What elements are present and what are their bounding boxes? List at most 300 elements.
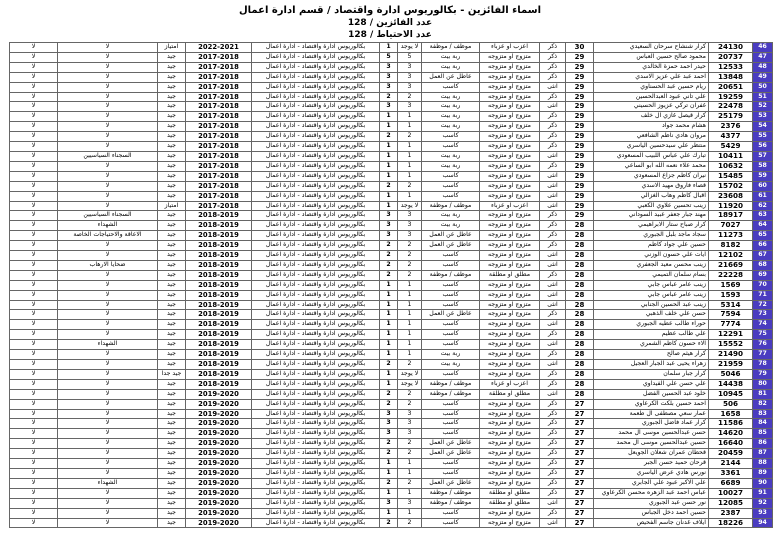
table-row [10, 270, 773, 280]
spouse-job: كاسب [422, 429, 480, 439]
degree: بكالوريوس ادارة واقتصاد - ادارة اعمال [252, 399, 380, 409]
table-row [10, 419, 773, 429]
special-note: لا [10, 399, 58, 409]
age: 27 [566, 518, 594, 528]
degree: بكالوريوس ادارة واقتصاد - ادارة اعمال [252, 270, 380, 280]
applicant-id: 20459 [709, 449, 753, 459]
spouse-job: عاطل عن العمل [422, 72, 480, 82]
age: 28 [566, 270, 594, 280]
special-note: لا [10, 112, 58, 122]
table-row [10, 360, 773, 370]
marital-status: متزوج او متزوجه [480, 191, 540, 201]
spouse-job: كاسب [422, 508, 480, 518]
gender: ذكر [540, 369, 566, 379]
applicant-id: 25179 [709, 112, 753, 122]
category: لا [58, 92, 158, 102]
row-number: 65 [753, 231, 773, 241]
applicant-id: 2376 [709, 122, 753, 132]
row-number: 66 [753, 241, 773, 251]
gender: ذكر [540, 62, 566, 72]
table-row [10, 340, 773, 350]
graduation-year: 2022-2021 [186, 43, 252, 53]
category: لا [58, 280, 158, 290]
marital-status: متزوج او متزوجه [480, 320, 540, 330]
degree: بكالوريوس ادارة واقتصاد - ادارة اعمال [252, 360, 380, 370]
applicant-name: كرار قيصل غازي ال خلف [594, 112, 709, 122]
marital-status: متزوج او متزوجه [480, 429, 540, 439]
special-note: لا [10, 231, 58, 241]
applicant-id: 19259 [709, 92, 753, 102]
gender: ذكر [540, 231, 566, 241]
degree: بكالوريوس ادارة واقتصاد - ادارة اعمال [252, 142, 380, 152]
applicant-name: احمد حسين بلكت الكرعاوي [594, 399, 709, 409]
spouse-job: كاسب [422, 419, 480, 429]
gender: ذكر [540, 399, 566, 409]
stage-number: 2 [380, 132, 398, 142]
applicant-name: حسين علي جواد كاظم [594, 241, 709, 251]
degree: بكالوريوس ادارة واقتصاد - ادارة اعمال [252, 171, 380, 181]
degree: بكالوريوس ادارة واقتصاد - ادارة اعمال [252, 340, 380, 350]
special-note: لا [10, 43, 58, 53]
graduation-year: 2019-2020 [186, 449, 252, 459]
degree: بكالوريوس ادارة واقتصاد - ادارة اعمال [252, 231, 380, 241]
age: 28 [566, 241, 594, 251]
applicant-name: محمود صالح حسين العباس [594, 52, 709, 62]
spouse-job: ربة بيت [422, 161, 480, 171]
applicant-id: 18917 [709, 211, 753, 221]
applicant-id: 5314 [709, 300, 753, 310]
applicant-name: نيران كاظم جزاع المسعودي [594, 171, 709, 181]
spouse-job: كاسب [422, 181, 480, 191]
stage-number: 5 [380, 52, 398, 62]
category: لا [58, 181, 158, 191]
gender: ذكر [540, 429, 566, 439]
graduation-year: 2017-2018 [186, 102, 252, 112]
grade: جيد [158, 161, 186, 171]
graduation-year: 2017-2018 [186, 181, 252, 191]
applicant-name: الاء حسون كاظم الشمري [594, 340, 709, 350]
grade: جيد [158, 300, 186, 310]
applicant-id: 5046 [709, 369, 753, 379]
spouse-job: كاسب [422, 369, 480, 379]
degree: بكالوريوس ادارة واقتصاد - ادارة اعمال [252, 389, 380, 399]
graduation-year: 2018-2019 [186, 290, 252, 300]
marital-status: متزوج او متزوجه [480, 221, 540, 231]
table-row [10, 112, 773, 122]
row-number: 85 [753, 429, 773, 439]
stage-number: 3 [380, 409, 398, 419]
marital-status: متزوج او متزوجه [480, 360, 540, 370]
age: 28 [566, 300, 594, 310]
spouse-job: كاسب [422, 300, 480, 310]
age: 27 [566, 449, 594, 459]
grade: جيد جدا [158, 369, 186, 379]
applicant-id: 10411 [709, 151, 753, 161]
special-note: لا [10, 518, 58, 528]
row-number: 63 [753, 211, 773, 221]
applicant-id: 15485 [709, 171, 753, 181]
stage-number: 1 [380, 161, 398, 171]
applicant-name: قرحان حميد حسن الجبر [594, 459, 709, 469]
marital-status: متزوج او متزوجه [480, 439, 540, 449]
degree: بكالوريوس ادارة واقتصاد - ادارة اعمال [252, 112, 380, 122]
grade: جيد [158, 518, 186, 528]
age: 29 [566, 142, 594, 152]
age: 28 [566, 251, 594, 261]
graduation-year: 2018-2019 [186, 231, 252, 241]
gender: انثى [540, 260, 566, 270]
special-note: لا [10, 151, 58, 161]
gender: انثى [540, 340, 566, 350]
special-note: لا [10, 468, 58, 478]
children-count: 3 [398, 419, 422, 429]
degree: بكالوريوس ادارة واقتصاد - ادارة اعمال [252, 241, 380, 251]
applicant-name: ايات علي حسون الوزني [594, 251, 709, 261]
graduation-year: 2018-2019 [186, 221, 252, 231]
category: لا [58, 449, 158, 459]
marital-status: مطلق او مطلقة [480, 270, 540, 280]
age: 27 [566, 409, 594, 419]
grade: جيد [158, 330, 186, 340]
marital-status: متزوج او متزوجه [480, 330, 540, 340]
age: 29 [566, 92, 594, 102]
special-note: لا [10, 171, 58, 181]
applicant-id: 8182 [709, 241, 753, 251]
category: لا [58, 350, 158, 360]
table-row [10, 429, 773, 439]
stage-number: 3 [380, 72, 398, 82]
children-count: 2 [398, 270, 422, 280]
gender: انثى [540, 181, 566, 191]
spouse-job: عاطل عن العمل [422, 478, 480, 488]
stage-number: 2 [380, 251, 398, 261]
age: 29 [566, 102, 594, 112]
marital-status: متزوج او متزوجه [480, 419, 540, 429]
spouse-job: موظف / موظفة [422, 201, 480, 211]
age: 29 [566, 122, 594, 132]
applicant-name: قصاء فاروق مهيد الاسدي [594, 181, 709, 191]
grade: جيد [158, 350, 186, 360]
special-note: لا [10, 251, 58, 261]
marital-status: متزوج او متزوجه [480, 300, 540, 310]
category: لا [58, 508, 158, 518]
graduation-year: 2019-2020 [186, 498, 252, 508]
grade: جيد [158, 221, 186, 231]
graduation-year: 2017-2018 [186, 72, 252, 82]
children-count: لا يوجد [398, 369, 422, 379]
applicant-id: 14438 [709, 379, 753, 389]
degree: بكالوريوس ادارة واقتصاد - ادارة اعمال [252, 191, 380, 201]
children-count: لا يوجد [398, 379, 422, 389]
graduation-year: 2019-2020 [186, 389, 252, 399]
stage-number: 2 [380, 270, 398, 280]
grade: جيد [158, 112, 186, 122]
gender: انثى [540, 518, 566, 528]
applicant-id: 7594 [709, 310, 753, 320]
category: لا [58, 171, 158, 181]
special-note: لا [10, 72, 58, 82]
applicant-id: 13848 [709, 72, 753, 82]
stage-number: 2 [380, 389, 398, 399]
spouse-job: كاسب [422, 260, 480, 270]
applicant-name: زينب عبد الحسين الجنابي [594, 300, 709, 310]
applicant-id: 10632 [709, 161, 753, 171]
children-count: 2 [398, 449, 422, 459]
stage-number: 1 [380, 459, 398, 469]
table-row [10, 241, 773, 251]
spouse-job: ربة بيت [422, 52, 480, 62]
category: لا [58, 161, 158, 171]
age: 28 [566, 320, 594, 330]
winners-table [9, 42, 773, 528]
applicant-id: 20737 [709, 52, 753, 62]
marital-status: متزوج او متزوجه [480, 399, 540, 409]
table-row [10, 92, 773, 102]
degree: بكالوريوس ادارة واقتصاد - ادارة اعمال [252, 310, 380, 320]
marital-status: متزوج او متزوجه [480, 468, 540, 478]
marital-status: مطلق او مطلقة [480, 389, 540, 399]
graduation-year: 2017-2018 [186, 171, 252, 181]
special-note: لا [10, 310, 58, 320]
degree: بكالوريوس ادارة واقتصاد - ادارة اعمال [252, 468, 380, 478]
grade: امتياز [158, 201, 186, 211]
children-count: 1 [398, 508, 422, 518]
stage-number: 1 [380, 171, 398, 181]
category: لا [58, 102, 158, 112]
stage-number: 1 [380, 280, 398, 290]
applicant-name: حسن علي خلف الذهبي [594, 310, 709, 320]
category: لا [58, 419, 158, 429]
graduation-year: 2018-2019 [186, 310, 252, 320]
applicant-name: محمد علاء نعمه الله ابو الساعي [594, 161, 709, 171]
graduation-year: 2017-2018 [186, 161, 252, 171]
graduation-year: 2018-2019 [186, 251, 252, 261]
category: الشهداء [58, 340, 158, 350]
children-count: 1 [398, 330, 422, 340]
children-count: 2 [398, 478, 422, 488]
row-number: 90 [753, 478, 773, 488]
special-note: لا [10, 241, 58, 251]
marital-status: متزوج او متزوجه [480, 409, 540, 419]
gender: ذكر [540, 122, 566, 132]
reserve-count: عدد الاحتياط / 128 [348, 30, 432, 40]
spouse-job: ربة بيت [422, 112, 480, 122]
degree: بكالوريوس ادارة واقتصاد - ادارة اعمال [252, 290, 380, 300]
age: 29 [566, 181, 594, 191]
spouse-job: كاسب [422, 320, 480, 330]
age: 29 [566, 161, 594, 171]
graduation-year: 2017-2018 [186, 122, 252, 132]
marital-status: متزوج او متزوجه [480, 231, 540, 241]
applicant-id: 24130 [709, 43, 753, 53]
grade: جيد [158, 171, 186, 181]
age: 28 [566, 360, 594, 370]
age: 28 [566, 369, 594, 379]
stage-number: 2 [380, 241, 398, 251]
special-note: لا [10, 132, 58, 142]
special-note: لا [10, 379, 58, 389]
age: 29 [566, 171, 594, 181]
applicant-id: 6689 [709, 478, 753, 488]
category: لا [58, 360, 158, 370]
stage-number: 1 [380, 488, 398, 498]
table-row [10, 290, 773, 300]
category: الشهداء [58, 478, 158, 488]
category: لا [58, 270, 158, 280]
spouse-job: كاسب [422, 251, 480, 261]
grade: جيد [158, 92, 186, 102]
row-number: 73 [753, 310, 773, 320]
grade: جيد [158, 488, 186, 498]
special-note: لا [10, 369, 58, 379]
marital-status: متزوج او متزوجه [480, 211, 540, 221]
special-note: لا [10, 142, 58, 152]
grade: جيد [158, 449, 186, 459]
table-row [10, 350, 773, 360]
category: لا [58, 389, 158, 399]
row-number: 81 [753, 389, 773, 399]
applicant-name: كرار عماد فاضل الجبوري [594, 419, 709, 429]
table-row [10, 468, 773, 478]
category: لا [58, 488, 158, 498]
applicant-id: 3361 [709, 468, 753, 478]
category: لا [58, 379, 158, 389]
applicant-id: 18226 [709, 518, 753, 528]
marital-status: متزوج او متزوجه [480, 280, 540, 290]
row-number: 59 [753, 171, 773, 181]
spouse-job: كاسب [422, 142, 480, 152]
applicant-id: 506 [709, 399, 753, 409]
gender: ذكر [540, 508, 566, 518]
degree: بكالوريوس ادارة واقتصاد - ادارة اعمال [252, 102, 380, 112]
applicant-name: زينب عامر عباس جابي [594, 280, 709, 290]
table-row [10, 310, 773, 320]
stage-number: 2 [380, 360, 398, 370]
gender: ذكر [540, 330, 566, 340]
table-row [10, 142, 773, 152]
children-count: 3 [398, 221, 422, 231]
gender: ذكر [540, 43, 566, 53]
degree: بكالوريوس ادارة واقتصاد - ادارة اعمال [252, 132, 380, 142]
applicant-id: 12102 [709, 251, 753, 261]
grade: جيد [158, 142, 186, 152]
grade: جيد [158, 211, 186, 221]
children-count: 2 [398, 241, 422, 251]
gender: ذكر [540, 478, 566, 488]
degree: بكالوريوس ادارة واقتصاد - ادارة اعمال [252, 52, 380, 62]
marital-status: متزوج او متزوجه [480, 92, 540, 102]
marital-status: متزوج او متزوجه [480, 62, 540, 72]
row-number: 91 [753, 488, 773, 498]
stage-number: 1 [380, 201, 398, 211]
marital-status: متزوج او متزوجه [480, 260, 540, 270]
age: 28 [566, 330, 594, 340]
applicant-id: 12291 [709, 330, 753, 340]
applicant-name: علي حسن علي الفيداوي [594, 379, 709, 389]
applicant-id: 11586 [709, 419, 753, 429]
category: لا [58, 399, 158, 409]
applicant-id: 22478 [709, 102, 753, 112]
applicant-id: 7027 [709, 221, 753, 231]
graduation-year: 2019-2020 [186, 518, 252, 528]
age: 28 [566, 340, 594, 350]
special-note: لا [10, 350, 58, 360]
degree: بكالوريوس ادارة واقتصاد - ادارة اعمال [252, 82, 380, 92]
applicant-name: مهند جبار جعفر عبيد السوداني [594, 211, 709, 221]
age: 27 [566, 478, 594, 488]
row-number: 60 [753, 181, 773, 191]
gender: ذكر [540, 221, 566, 231]
children-count: 3 [398, 102, 422, 112]
row-number: 77 [753, 350, 773, 360]
applicant-id: 11273 [709, 231, 753, 241]
age: 29 [566, 82, 594, 92]
spouse-job: ربة بيت [422, 211, 480, 221]
special-note: لا [10, 409, 58, 419]
special-note: لا [10, 122, 58, 132]
degree: بكالوريوس ادارة واقتصاد - ادارة اعمال [252, 300, 380, 310]
row-number: 56 [753, 142, 773, 152]
table-row [10, 518, 773, 528]
table-row [10, 498, 773, 508]
gender: انثى [540, 102, 566, 112]
age: 29 [566, 132, 594, 142]
grade: جيد [158, 508, 186, 518]
stage-number: 1 [380, 320, 398, 330]
special-note: لا [10, 498, 58, 508]
grade: جيد [158, 399, 186, 409]
gender: ذكر [540, 241, 566, 251]
marital-status: متزوج او متزوجه [480, 132, 540, 142]
gender: ذكر [540, 270, 566, 280]
stage-number: 2 [380, 260, 398, 270]
age: 27 [566, 459, 594, 469]
special-note: لا [10, 201, 58, 211]
children-count: 1 [398, 290, 422, 300]
degree: بكالوريوس ادارة واقتصاد - ادارة اعمال [252, 459, 380, 469]
row-number: 86 [753, 439, 773, 449]
marital-status: متزوج او متزوجه [480, 112, 540, 122]
age: 29 [566, 62, 594, 72]
children-count: 1 [398, 340, 422, 350]
applicant-name: ريام حسين عبد الحسناوي [594, 82, 709, 92]
special-note: لا [10, 429, 58, 439]
children-count: 2 [398, 399, 422, 409]
degree: بكالوريوس ادارة واقتصاد - ادارة اعمال [252, 280, 380, 290]
graduation-year: 2019-2020 [186, 468, 252, 478]
grade: جيد [158, 379, 186, 389]
marital-status: متزوج او متزوجه [480, 82, 540, 92]
row-number: 47 [753, 52, 773, 62]
row-number: 54 [753, 122, 773, 132]
graduation-year: 2019-2020 [186, 429, 252, 439]
applicant-name: نور حسن عبد الجبوري [594, 498, 709, 508]
category: لا [58, 439, 158, 449]
special-note: لا [10, 360, 58, 370]
spouse-job: موظف / موظفة [422, 389, 480, 399]
category: لا [58, 201, 158, 211]
grade: جيد [158, 251, 186, 261]
spouse-job: كاسب [422, 290, 480, 300]
gender: ذكر [540, 52, 566, 62]
applicant-id: 10027 [709, 488, 753, 498]
gender: ذكر [540, 439, 566, 449]
grade: جيد [158, 429, 186, 439]
category: لا [58, 369, 158, 379]
spouse-job: كاسب [422, 459, 480, 469]
applicant-id: 7774 [709, 320, 753, 330]
row-number: 74 [753, 320, 773, 330]
